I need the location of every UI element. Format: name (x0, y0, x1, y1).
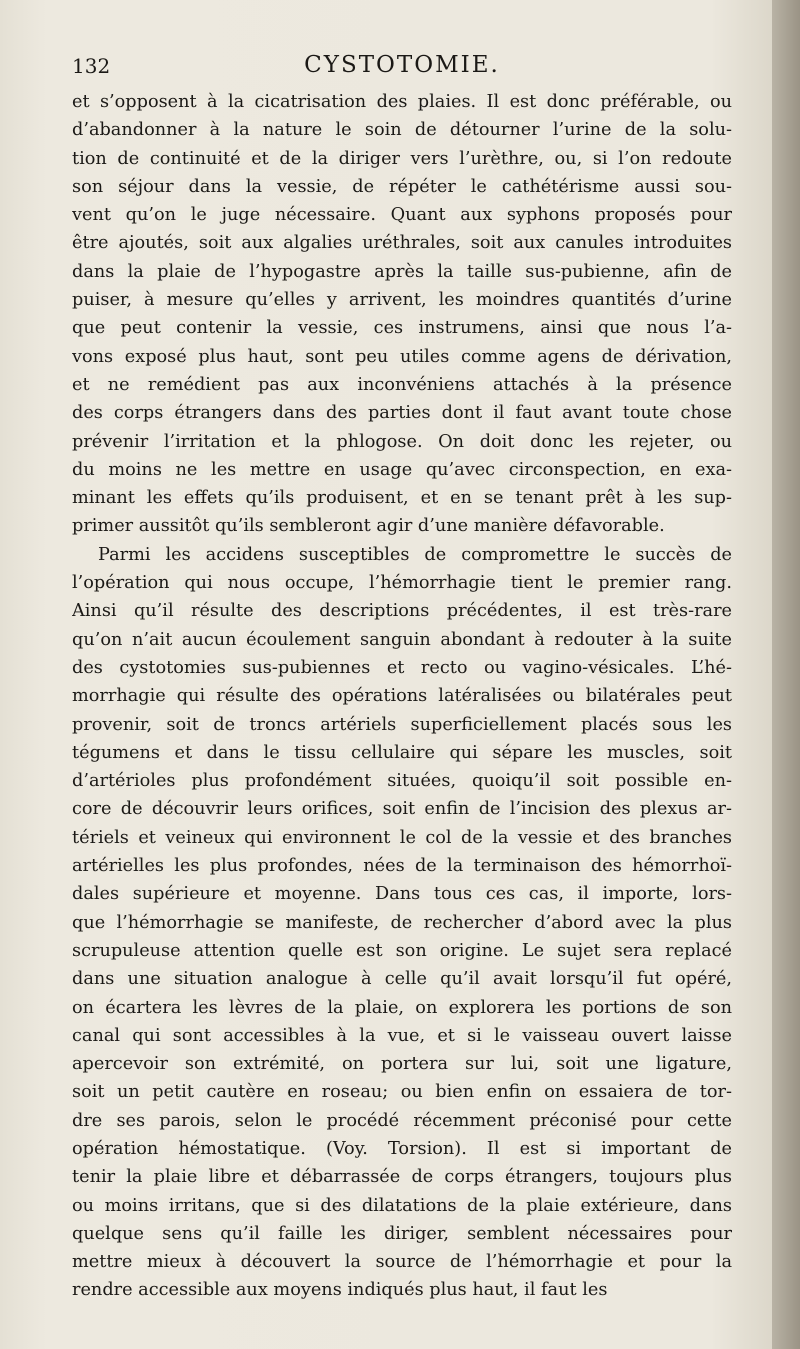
book-spine-shadow (772, 0, 800, 1349)
text-line: quelque sens qu’il faille les diriger, semblent nécessaires pour (72, 1223, 732, 1244)
text-line: du moins ne les mettre en usage qu’avec circonspection, en exa- (72, 459, 732, 480)
text-line: prévenir l’irritation et la phlogose. On doit donc les rejeter, ou (72, 431, 732, 452)
text-line: soit un petit cautère en roseau; ou bien enfin on essaiera de tor- (72, 1082, 732, 1103)
text-line: Ainsi qu’il résulte des descriptions précédentes, il est très-rare (72, 601, 732, 622)
text-line: vons exposé plus haut, sont peu utiles comme agens de dérivation, (72, 346, 732, 367)
text-line: dans la plaie de l’hypogastre après la taille sus-pubienne, afin de (72, 261, 732, 282)
text-line: tégumens et dans le tissu cellulaire qui sépare les muscles, soit (72, 742, 732, 763)
text-line: on écartera les lèvres de la plaie, on explorera les portions de son (72, 997, 732, 1018)
text-line: et ne remédient pas aux inconvéniens attachés à la présence (72, 374, 732, 395)
text-line: opération hémostatique. (Voy. Torsion). Il est si important de (72, 1138, 732, 1159)
text-line: provenir, soit de troncs artériels superficiellement placés sous les (72, 714, 732, 735)
text-line: rendre accessible aux moyens indiqués plus haut, il faut les (72, 1280, 608, 1301)
text-line: artérielles les plus profondes, nées de la terminaison des hémorrhoï- (72, 856, 732, 877)
text-line: minant les effets qu’ils produisent, et en se tenant prêt à les sup- (72, 488, 732, 509)
text-line: apercevoir son extrémité, on portera sur lui, soit une ligature, (72, 1054, 732, 1075)
text-line: tenir la plaie libre et débarrassée de corps étrangers, toujours plus (72, 1167, 732, 1188)
text-line: dans une situation analogue à celle qu’il avait lorsqu’il fut opéré, (72, 969, 732, 990)
body-text (72, 88, 732, 1305)
text-line: et s’opposent à la cicatrisation des plaies. Il est donc préférable, ou (72, 92, 732, 112)
text-line: l’opération qui nous occupe, l’hémorrhagie tient le premier rang. (72, 573, 732, 594)
text-line: primer aussitôt qu’ils sembleront agir d’une manière défavorable. (72, 516, 665, 537)
running-head (72, 48, 732, 82)
text-line: dales supérieure et moyenne. Dans tous ces cas, il importe, lors- (72, 884, 732, 905)
text-line: puiser, à mesure qu’elles y arrivent, les moindres quantités d’urine (72, 290, 732, 311)
text-line: que peut contenir la vessie, ces instrumens, ainsi que nous l’a- (72, 318, 732, 339)
text-line: ou moins irritans, que si des dilatations de la plaie extérieure, dans (72, 1195, 732, 1216)
text-line: canal qui sont accessibles à la vue, et si le vaisseau ouvert laisse (72, 1025, 732, 1046)
page-title: CYSTOTOMIE. (304, 52, 500, 78)
text-line: morrhagie qui résulte des opérations latéralisées ou bilatérales peut (72, 686, 732, 707)
text-line: scrupuleuse attention quelle est son origine. Le sujet sera replacé (72, 940, 732, 961)
text-line: que l’hémorrhagie se manifeste, de rechercher d’abord avec la plus (72, 912, 732, 933)
page-number: 132 (72, 54, 111, 78)
text-line: d’artérioles plus profondément situées, quoiqu’il soit possible en- (72, 771, 732, 792)
text-line: vent qu’on le juge nécessaire. Quant aux syphons proposés pour (72, 205, 732, 226)
text-line: mettre mieux à découvert la source de l’hémorrhagie et pour la (72, 1252, 732, 1273)
text-line: dre ses parois, selon le procédé récemment préconisé pour cette (72, 1110, 732, 1131)
text-line: être ajoutés, soit aux algalies uréthrales, soit aux canules introduites (72, 233, 732, 254)
text-line: des corps étrangers dans des parties dont il faut avant toute chose (72, 403, 732, 424)
text-line: core de découvrir leurs orifices, soit enfin de l’incision des plexus ar- (72, 799, 732, 820)
text-line: tion de continuité et de la diriger vers l’urèthre, ou, si l’on redoute (72, 148, 732, 169)
text-line: d’abandonner à la nature le soin de détourner l’urine de la solu- (72, 120, 732, 141)
text-line: Parmi les accidens susceptibles de compromettre le succès de (98, 544, 732, 565)
text-line: des cystotomies sus-pubiennes et recto ou vagino-vésicales. L’hé- (72, 657, 732, 678)
text-line: tériels et veineux qui environnent le col de la vessie et des branches (72, 827, 732, 848)
text-line: son séjour dans la vessie, de répéter le cathétérisme aussi sou- (72, 176, 732, 197)
text-line: qu’on n’ait aucun écoulement sanguin abondant à redouter à la suite (72, 629, 732, 650)
